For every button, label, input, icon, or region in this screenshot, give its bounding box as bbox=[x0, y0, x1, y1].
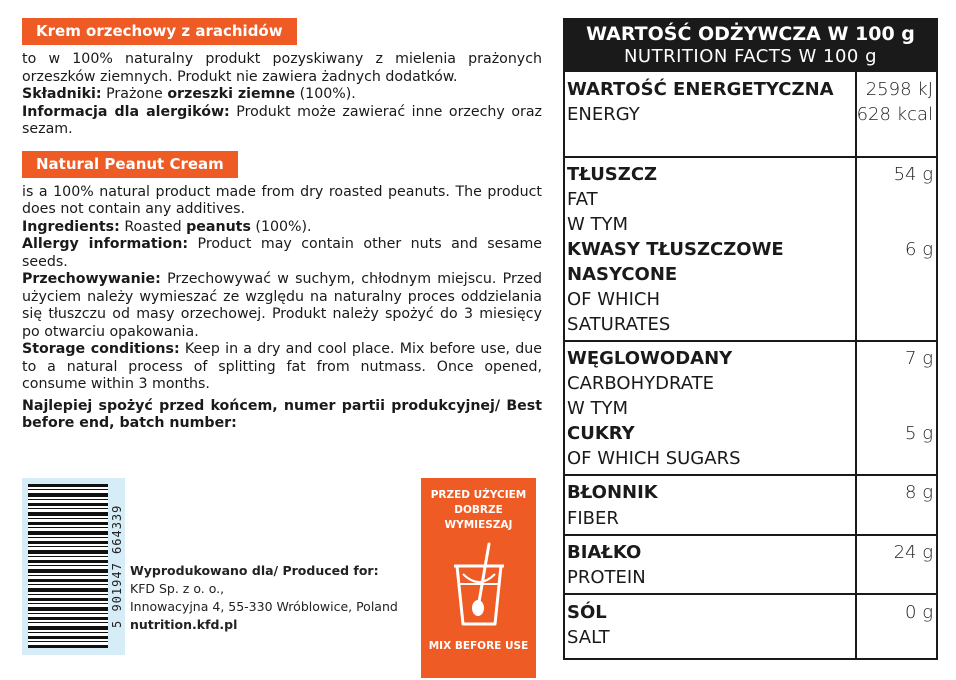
protein-label-en: PROTEIN bbox=[567, 567, 646, 588]
pl-allergy-label: Informacja dla alergików: bbox=[22, 103, 230, 120]
mix-before-use-badge bbox=[421, 478, 536, 678]
pl-storage-label: Przechowywanie: bbox=[22, 271, 161, 287]
sugars-value: 5 g bbox=[905, 423, 933, 444]
fat-label-en: FAT bbox=[567, 189, 598, 210]
salt-label-pl: SÓL bbox=[567, 602, 607, 623]
en-ingredients-bold: peanuts bbox=[186, 218, 251, 235]
carbs-label-en: CARBOHYDRATE bbox=[567, 373, 715, 394]
nutrition-header bbox=[565, 20, 936, 72]
carbs-of-which-pl: W TYM bbox=[567, 398, 629, 419]
row-separator bbox=[565, 534, 936, 536]
nutrition-title-en: NUTRITION FACTS W 100 g bbox=[623, 46, 878, 67]
barcode-bars bbox=[28, 484, 108, 648]
en-info bbox=[22, 184, 542, 394]
pl-allergy-text: Produkt może zawierać inne orzechy oraz sezam. bbox=[22, 103, 542, 137]
en-ingredients-post: (100%). bbox=[255, 218, 312, 235]
pl-ingredients-bold: orzeszki ziemne bbox=[167, 86, 296, 102]
saturates-label-en-2: SATURATES bbox=[567, 314, 671, 335]
en-allergy-label: Allergy information: bbox=[22, 236, 189, 252]
sugars-label-pl: CUKRY bbox=[567, 423, 635, 444]
producer-address: Innowacyjna 4, 55-330 Wróblowice, Poland bbox=[130, 599, 398, 614]
cup-spoon-icon bbox=[449, 540, 509, 628]
row-separator bbox=[565, 156, 936, 158]
saturates-label-pl-1: KWASY TŁUSZCZOWE bbox=[567, 239, 784, 260]
en-storage-text: Keep in a dry and cool place. Mix before use, due to a natural process of splitting fat from nutmass. Once opened, consume within 3 months. bbox=[22, 341, 542, 392]
fiber-value: 8 g bbox=[905, 482, 933, 503]
nutrition-table bbox=[563, 18, 938, 660]
carbs-value: 7 g bbox=[905, 348, 933, 369]
barcode-number: 5 901947 664339 bbox=[110, 504, 124, 629]
fat-of-which-pl: W TYM bbox=[567, 214, 629, 235]
pl-storage-text: Przechowywać w suchym, chłodnym miejscu. Przed użyciem należy wymieszać ze względu na naturalny proces oddzielania się tłuszczu od masy orzechowej. Produkt należy spożyć do 3 miesięcy po otwarciu opakowania. bbox=[22, 271, 543, 340]
pl-ingredients-pre: Prażone bbox=[106, 86, 163, 102]
carbs-label-pl: WĘGLOWODANY bbox=[567, 348, 733, 369]
producer-company: KFD Sp. z o. o., bbox=[130, 581, 225, 596]
mix-text-en: MIX BEFORE USE bbox=[428, 640, 529, 652]
salt-value: 0 g bbox=[905, 602, 933, 623]
producer-website: nutrition.kfd.pl bbox=[130, 617, 238, 632]
en-storage-label: Storage conditions: bbox=[22, 341, 180, 357]
en-ingredients-pre: Roasted bbox=[124, 218, 182, 235]
row-separator bbox=[565, 593, 936, 595]
protein-label-pl: BIAŁKO bbox=[567, 542, 642, 563]
energy-label-pl: WARTOŚĆ ENERGETYCZNA bbox=[567, 79, 834, 100]
pl-ingredients-label: Składniki: bbox=[22, 86, 102, 102]
saturates-value: 6 g bbox=[905, 239, 933, 260]
best-before: Najlepiej spożyć przed końcem, numer partii produkcyjnej/ Best before end, batch number: bbox=[22, 397, 542, 431]
column-divider bbox=[855, 72, 857, 660]
energy-kj: 2598 kJ bbox=[865, 79, 933, 100]
producer-label: Wyprodukowano dla/ Produced for: bbox=[130, 563, 379, 578]
fiber-label-pl: BŁONNIK bbox=[567, 482, 658, 503]
energy-kcal: 628 kcal bbox=[856, 104, 933, 125]
en-desc: is a 100% natural product made from dry roasted peanuts. The product does not contain any additives. bbox=[22, 183, 542, 217]
saturates-label-en-1: OF WHICH bbox=[567, 289, 660, 310]
barcode bbox=[22, 478, 125, 655]
saturates-label-pl-2: NASYCONE bbox=[567, 264, 678, 285]
row-separator bbox=[565, 474, 936, 476]
pl-title-badge: Krem orzechowy z arachidów bbox=[22, 18, 297, 45]
fat-value: 54 g bbox=[893, 164, 933, 185]
pl-desc: to w 100% naturalny produkt pozyskiwany z mielenia prażonych orzeszków ziemnych. Produkt nie zawiera żadnych dodatków. bbox=[22, 51, 542, 85]
salt-label-en: SALT bbox=[567, 627, 610, 648]
sugars-label-en: OF WHICH SUGARS bbox=[567, 448, 741, 469]
en-allergy-text: Product may contain other nuts and sesame seeds. bbox=[22, 236, 543, 270]
energy-label-en: ENERGY bbox=[567, 104, 640, 125]
product-description bbox=[22, 18, 542, 433]
en-ingredients-label: Ingredients: bbox=[22, 218, 120, 235]
en-title-badge: Natural Peanut Cream bbox=[22, 151, 238, 178]
protein-value: 24 g bbox=[893, 542, 933, 563]
fiber-label-en: FIBER bbox=[567, 508, 619, 529]
pl-ingredients-post: (100%). bbox=[299, 86, 356, 102]
pl-info bbox=[22, 51, 542, 139]
nutrition-title-pl: WARTOŚĆ ODŻYWCZA W 100 g bbox=[586, 23, 915, 45]
mix-text-pl: PRZED UŻYCIEM DOBRZE WYMIESZAJ bbox=[430, 489, 527, 531]
producer-info bbox=[130, 562, 398, 634]
row-separator bbox=[565, 340, 936, 342]
fat-label-pl: TŁUSZCZ bbox=[567, 164, 658, 185]
